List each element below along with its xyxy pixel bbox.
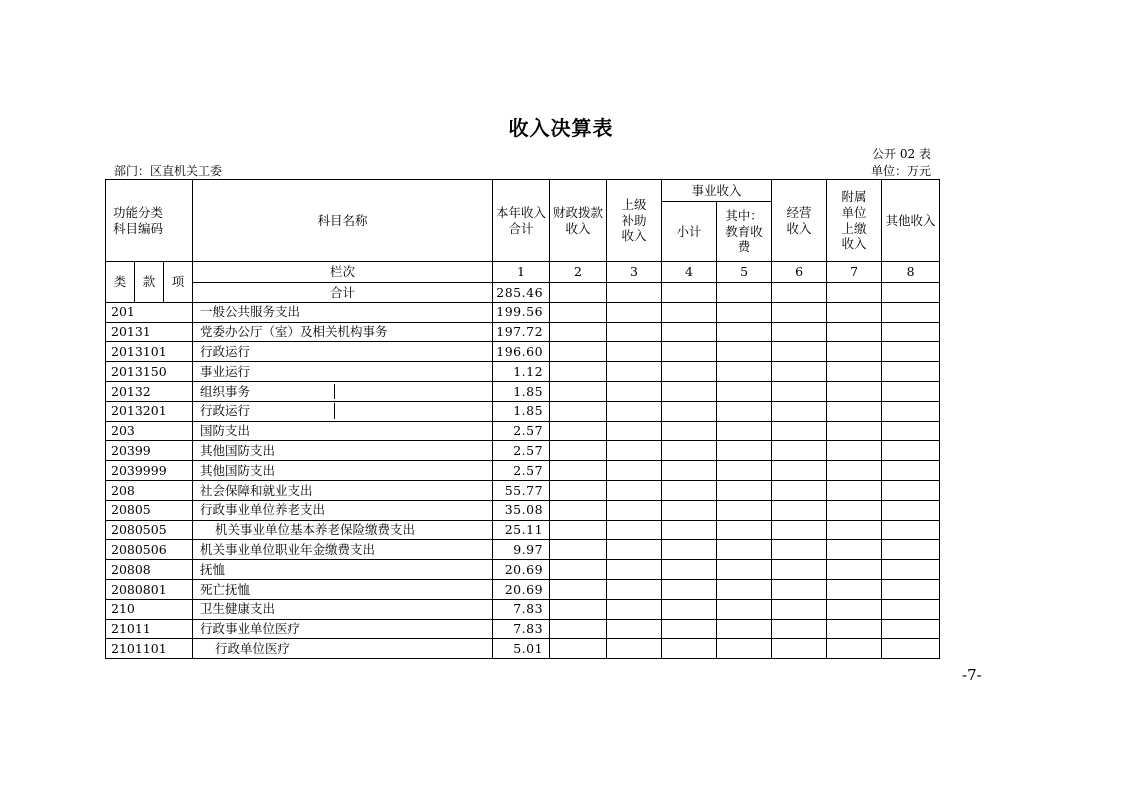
empty-cell <box>882 401 940 421</box>
empty-cell <box>607 401 662 421</box>
table-row <box>106 342 940 362</box>
income-final-accounts-table <box>105 179 940 659</box>
empty-cell <box>772 381 827 401</box>
empty-cell <box>772 619 827 639</box>
row-name: 死亡抚恤 <box>193 579 493 599</box>
empty-cell <box>717 401 772 421</box>
empty-cell <box>882 421 940 441</box>
row-name: 其他国防支出 <box>193 441 493 461</box>
empty-cell <box>882 381 940 401</box>
empty-cell <box>607 540 662 560</box>
empty-cell <box>662 381 717 401</box>
unit-label: 单位：万元 <box>870 164 931 178</box>
page-number: -7- <box>962 666 982 684</box>
row-name: 党委办公厅（室）及相关机构事务 <box>193 322 493 342</box>
empty-cell <box>550 520 607 540</box>
empty-cell <box>717 421 772 441</box>
row-total: 1.12 <box>493 362 550 382</box>
empty-cell <box>882 441 940 461</box>
empty-cell <box>772 560 827 580</box>
empty-cell <box>827 599 882 619</box>
table-row <box>106 302 940 322</box>
empty-cell <box>662 283 717 303</box>
row-code: 2080801 <box>106 579 193 599</box>
column-number: 4 <box>662 262 717 283</box>
empty-cell <box>882 579 940 599</box>
table-row <box>106 579 940 599</box>
table-row <box>106 480 940 500</box>
empty-cell <box>717 283 772 303</box>
empty-cell <box>550 619 607 639</box>
empty-cell <box>882 342 940 362</box>
empty-cell <box>662 639 717 659</box>
empty-cell <box>550 283 607 303</box>
row-code: 203 <box>106 421 193 441</box>
row-total: 5.01 <box>493 639 550 659</box>
empty-cell <box>882 461 940 481</box>
empty-cell <box>717 520 772 540</box>
row-code: 2080505 <box>106 520 193 540</box>
empty-cell <box>607 599 662 619</box>
empty-cell <box>772 302 827 322</box>
empty-cell <box>827 401 882 421</box>
empty-cell <box>662 421 717 441</box>
row-name: 抚恤 <box>193 560 493 580</box>
empty-cell <box>550 322 607 342</box>
header-subtotal: 小计 <box>662 202 717 262</box>
empty-cell <box>662 401 717 421</box>
header-operating: 经营收入 <box>772 180 827 262</box>
empty-cell <box>882 500 940 520</box>
row-code: 20808 <box>106 560 193 580</box>
empty-cell <box>662 342 717 362</box>
empty-cell <box>550 579 607 599</box>
empty-cell <box>717 381 772 401</box>
empty-cell <box>550 342 607 362</box>
row-code: 2013150 <box>106 362 193 382</box>
row-code: 201 <box>106 302 193 322</box>
row-name: 机关事业单位基本养老保险缴费支出 <box>193 520 493 540</box>
empty-cell <box>772 540 827 560</box>
empty-cell <box>662 560 717 580</box>
empty-cell <box>607 579 662 599</box>
row-total: 1.85 <box>493 401 550 421</box>
empty-cell <box>550 461 607 481</box>
header-total: 本年收入合计 <box>493 180 550 262</box>
empty-cell <box>717 579 772 599</box>
header-subject-name: 科目名称 <box>193 180 493 262</box>
empty-cell <box>827 362 882 382</box>
header-education: 其中：教育收费 <box>717 202 772 262</box>
table-row <box>106 421 940 441</box>
empty-cell <box>772 421 827 441</box>
empty-cell <box>662 362 717 382</box>
empty-cell <box>550 441 607 461</box>
empty-cell <box>662 579 717 599</box>
empty-cell <box>772 441 827 461</box>
column-number: 8 <box>882 262 940 283</box>
empty-cell <box>662 520 717 540</box>
row-total: 2.57 <box>493 441 550 461</box>
empty-cell <box>607 520 662 540</box>
table-row <box>106 381 940 401</box>
empty-cell <box>662 461 717 481</box>
empty-cell <box>607 381 662 401</box>
empty-cell <box>550 500 607 520</box>
empty-cell <box>827 579 882 599</box>
row-name: 事业运行 <box>193 362 493 382</box>
empty-cell <box>607 560 662 580</box>
empty-cell <box>772 639 827 659</box>
table-row <box>106 322 940 342</box>
row-total: 2.57 <box>493 461 550 481</box>
empty-cell <box>772 401 827 421</box>
row-code: 20399 <box>106 441 193 461</box>
empty-cell <box>772 342 827 362</box>
department-label: 部门：区直机关工委 <box>114 164 223 178</box>
empty-cell <box>882 480 940 500</box>
row-name: 行政单位医疗 <box>193 639 493 659</box>
empty-cell <box>882 560 940 580</box>
empty-cell <box>827 619 882 639</box>
sum-value: 285.46 <box>493 283 550 303</box>
empty-cell <box>827 500 882 520</box>
column-number: 1 <box>493 262 550 283</box>
row-name: 行政事业单位养老支出 <box>193 500 493 520</box>
row-total: 25.11 <box>493 520 550 540</box>
empty-cell <box>772 461 827 481</box>
row-total: 199.56 <box>493 302 550 322</box>
column-number: 6 <box>772 262 827 283</box>
row-code: 208 <box>106 480 193 500</box>
empty-cell <box>717 302 772 322</box>
row-total: 55.77 <box>493 480 550 500</box>
empty-cell <box>827 342 882 362</box>
row-code: 2039999 <box>106 461 193 481</box>
empty-cell <box>607 480 662 500</box>
empty-cell <box>662 302 717 322</box>
empty-cell <box>827 520 882 540</box>
empty-cell <box>662 619 717 639</box>
row-code: 2013101 <box>106 342 193 362</box>
empty-cell <box>882 302 940 322</box>
header-fiscal: 财政拨款收入 <box>550 180 607 262</box>
row-name: 机关事业单位职业年金缴费支出 <box>193 540 493 560</box>
empty-cell <box>607 283 662 303</box>
empty-cell <box>882 362 940 382</box>
empty-cell <box>717 342 772 362</box>
table-row <box>106 500 940 520</box>
row-total: 196.60 <box>493 342 550 362</box>
column-number: 7 <box>827 262 882 283</box>
row-total: 20.69 <box>493 579 550 599</box>
header-lei: 类 <box>106 262 135 303</box>
empty-cell <box>772 500 827 520</box>
row-name: 行政事业单位医疗 <box>193 619 493 639</box>
empty-cell <box>882 520 940 540</box>
table-row <box>106 560 940 580</box>
empty-cell <box>827 540 882 560</box>
empty-cell <box>662 540 717 560</box>
empty-cell <box>607 322 662 342</box>
row-name: 国防支出 <box>193 421 493 441</box>
row-total: 20.69 <box>493 560 550 580</box>
empty-cell <box>717 619 772 639</box>
empty-cell <box>717 362 772 382</box>
empty-cell <box>607 461 662 481</box>
empty-cell <box>882 599 940 619</box>
empty-cell <box>827 381 882 401</box>
empty-cell <box>772 322 827 342</box>
table-row <box>106 619 940 639</box>
empty-cell <box>827 322 882 342</box>
row-code: 21011 <box>106 619 193 639</box>
empty-cell <box>882 639 940 659</box>
row-total: 35.08 <box>493 500 550 520</box>
row-code: 2013201 <box>106 401 193 421</box>
empty-cell <box>827 461 882 481</box>
empty-cell <box>772 579 827 599</box>
empty-cell <box>607 362 662 382</box>
column-number: 5 <box>717 262 772 283</box>
row-total: 9.97 <box>493 540 550 560</box>
empty-cell <box>550 381 607 401</box>
row-name: 组织事务 <box>193 384 335 400</box>
header-func-code: 功能分类科目编码 <box>106 180 193 262</box>
row-code: 2101101 <box>106 639 193 659</box>
document-title: 收入决算表 <box>508 116 614 140</box>
header-superior: 上级补助收入 <box>607 180 662 262</box>
empty-cell <box>607 441 662 461</box>
row-total: 2.57 <box>493 421 550 441</box>
row-code: 2080506 <box>106 540 193 560</box>
empty-cell <box>550 560 607 580</box>
table-row <box>106 461 940 481</box>
empty-cell <box>550 302 607 322</box>
empty-cell <box>717 560 772 580</box>
table-row <box>106 540 940 560</box>
header-kuan: 款 <box>135 262 164 303</box>
empty-cell <box>827 639 882 659</box>
row-name: 一般公共服务支出 <box>193 302 493 322</box>
row-name: 其他国防支出 <box>193 461 493 481</box>
empty-cell <box>607 619 662 639</box>
empty-cell <box>717 500 772 520</box>
empty-cell <box>550 480 607 500</box>
row-total: 7.83 <box>493 619 550 639</box>
row-name-spacer <box>335 403 492 419</box>
row-name: 社会保障和就业支出 <box>193 480 493 500</box>
empty-cell <box>662 500 717 520</box>
column-number-label: 栏次 <box>193 262 493 283</box>
header-career-group: 事业收入 <box>662 180 772 202</box>
row-name: 行政运行 <box>193 403 335 419</box>
table-row <box>106 639 940 659</box>
table-row <box>106 401 940 421</box>
row-total: 1.85 <box>493 381 550 401</box>
empty-cell <box>550 639 607 659</box>
row-name-spacer <box>335 384 492 400</box>
empty-cell <box>607 302 662 322</box>
empty-cell <box>550 421 607 441</box>
empty-cell <box>772 599 827 619</box>
empty-cell <box>550 599 607 619</box>
header-affiliated: 附属单位上缴收入 <box>827 180 882 262</box>
empty-cell <box>717 599 772 619</box>
empty-cell <box>827 480 882 500</box>
form-number: 公开 02 表 <box>872 147 931 161</box>
empty-cell <box>827 560 882 580</box>
table-row <box>106 520 940 540</box>
column-number: 2 <box>550 262 607 283</box>
table-row <box>106 441 940 461</box>
sum-label: 合计 <box>193 283 493 303</box>
row-code: 20805 <box>106 500 193 520</box>
row-name: 卫生健康支出 <box>193 599 493 619</box>
row-total: 197.72 <box>493 322 550 342</box>
empty-cell <box>882 283 940 303</box>
empty-cell <box>772 283 827 303</box>
empty-cell <box>662 322 717 342</box>
row-name-cell <box>193 381 493 401</box>
empty-cell <box>607 342 662 362</box>
empty-cell <box>717 639 772 659</box>
empty-cell <box>607 639 662 659</box>
row-code: 210 <box>106 599 193 619</box>
empty-cell <box>662 599 717 619</box>
empty-cell <box>827 283 882 303</box>
empty-cell <box>772 362 827 382</box>
header-other: 其他收入 <box>882 180 940 262</box>
empty-cell <box>827 421 882 441</box>
empty-cell <box>882 322 940 342</box>
empty-cell <box>607 421 662 441</box>
column-number: 3 <box>607 262 662 283</box>
empty-cell <box>717 480 772 500</box>
empty-cell <box>662 480 717 500</box>
empty-cell <box>827 441 882 461</box>
empty-cell <box>827 302 882 322</box>
empty-cell <box>717 540 772 560</box>
empty-cell <box>717 322 772 342</box>
row-code: 20132 <box>106 381 193 401</box>
empty-cell <box>550 540 607 560</box>
table-row <box>106 362 940 382</box>
empty-cell <box>882 619 940 639</box>
empty-cell <box>550 401 607 421</box>
header-xiang: 项 <box>164 262 193 303</box>
table-row <box>106 599 940 619</box>
row-total: 7.83 <box>493 599 550 619</box>
empty-cell <box>772 520 827 540</box>
row-name-cell <box>193 401 493 421</box>
row-code: 20131 <box>106 322 193 342</box>
empty-cell <box>882 540 940 560</box>
row-name: 行政运行 <box>193 342 493 362</box>
empty-cell <box>550 362 607 382</box>
empty-cell <box>607 500 662 520</box>
empty-cell <box>772 480 827 500</box>
empty-cell <box>662 441 717 461</box>
empty-cell <box>717 461 772 481</box>
empty-cell <box>717 441 772 461</box>
